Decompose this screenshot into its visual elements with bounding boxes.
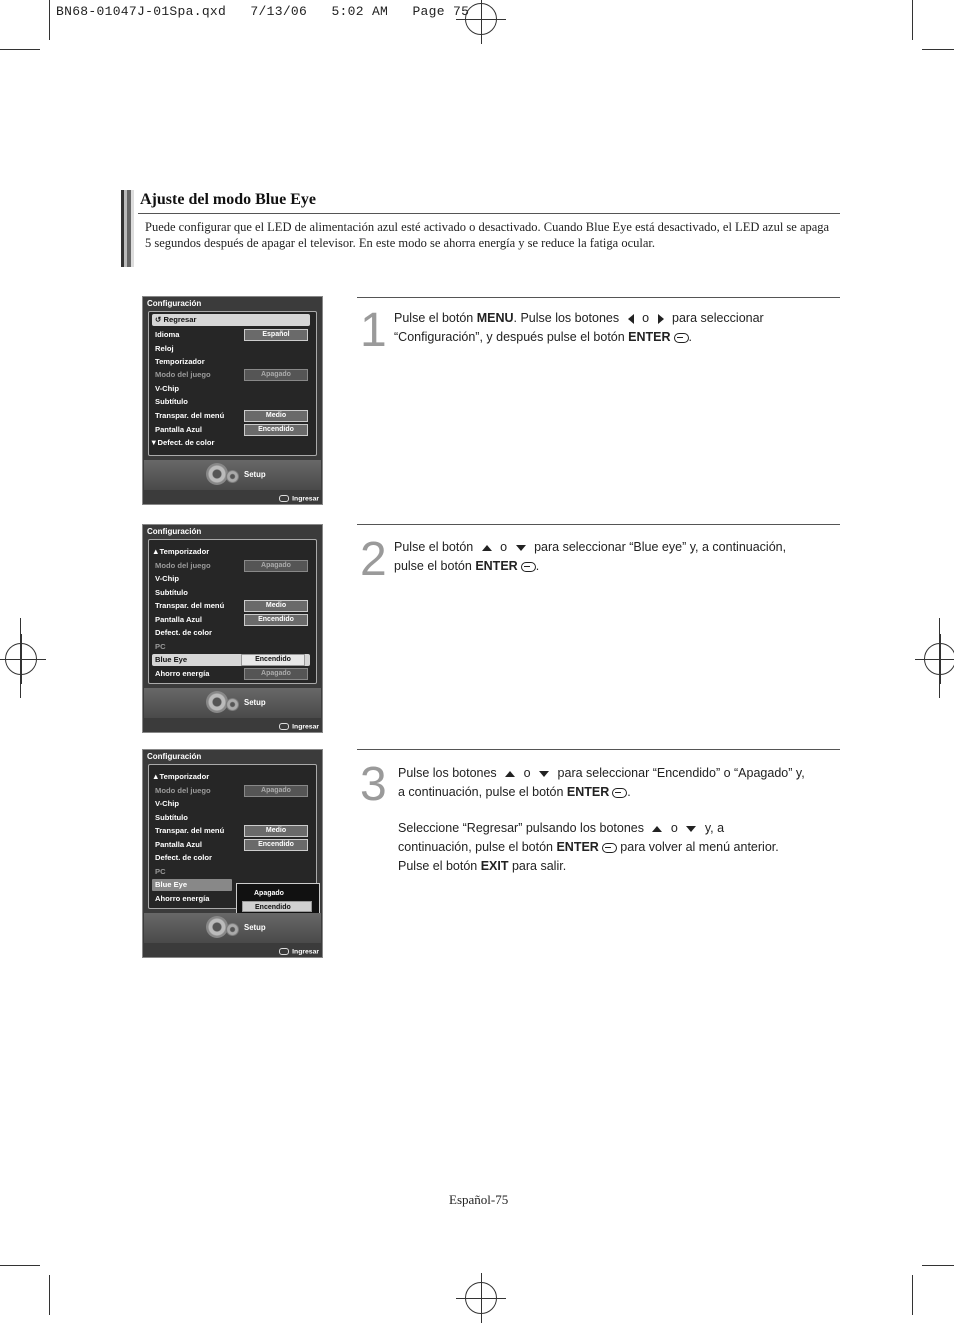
osd-row-value: Apagado [244, 369, 308, 381]
text: . [627, 785, 631, 799]
osd-row-label: Idioma [155, 330, 180, 339]
text: para seleccionar “Encendido” o “Apagado” y, [554, 766, 805, 780]
arrow-up-icon [505, 771, 515, 777]
enter-key: ENTER [566, 785, 610, 799]
enter-key: ENTER [556, 840, 599, 854]
text: . [688, 330, 693, 344]
text: . Pulse los botones [513, 311, 623, 325]
text: pulse el botón [394, 559, 476, 573]
osd-row-label: Modo del juego [155, 561, 211, 570]
blue-eye-options-popup [236, 883, 320, 917]
osd-row-modo-juego [155, 560, 310, 572]
osd-row-temporizador[interactable] [155, 356, 310, 368]
step-rule [357, 524, 840, 525]
osd-row-label: Subtítulo [155, 588, 188, 597]
osd-row-defect-color[interactable] [155, 627, 310, 639]
osd-row-value: Medio [244, 410, 308, 422]
crop-mark [0, 49, 40, 50]
osd-row-label: Pantalla Azul [155, 840, 202, 849]
osd-row-pc [155, 641, 310, 653]
osd-row-transpar[interactable] [155, 825, 310, 837]
osd-setup-band [144, 460, 321, 490]
arrow-right-icon [658, 314, 664, 324]
osd-panel-1 [142, 296, 323, 505]
crop-mark [0, 1265, 40, 1266]
text: Pulse el botón [398, 859, 481, 873]
osd-row-pantalla-azul[interactable] [155, 424, 310, 436]
osd-row-reloj[interactable] [155, 343, 310, 355]
osd-row-modo-juego [155, 785, 310, 797]
enter-icon [279, 495, 289, 502]
osd-row-label: Transpar. del menú [155, 826, 225, 835]
osd-row-pc [155, 866, 310, 878]
option-encendido[interactable]: Encendido [242, 901, 312, 912]
osd-row-label: Transpar. del menú [155, 601, 225, 610]
text: a continuación, pulse el botón [398, 785, 567, 799]
enter-icon [674, 333, 689, 343]
enter-icon [521, 562, 536, 572]
section-bar [121, 190, 134, 267]
step-rule [357, 749, 840, 750]
crop-mark [922, 49, 954, 50]
step-1-text [394, 309, 834, 347]
print-slug: BN68-01047J-01Spa.qxd 7/13/06 5:02 AM Page 75 [56, 4, 470, 19]
osd-header: Configuración [147, 752, 202, 761]
step-number: 1 [360, 304, 387, 357]
osd-row-label: Ahorro energía [155, 669, 210, 678]
text: continuación, pulse el botón [398, 840, 557, 854]
osd-menu-list [148, 539, 317, 684]
osd-row-label: V-Chip [155, 799, 180, 808]
osd-row-value: Apagado [244, 560, 308, 572]
step-rule [357, 297, 840, 298]
osd-row-label: Transpar. del menú [155, 411, 225, 420]
osd-row-subtitulo[interactable] [155, 587, 310, 599]
gear-icon [206, 691, 228, 713]
osd-row-label: ▲Temporizador [152, 772, 210, 781]
enter-icon [279, 948, 289, 955]
crop-mark [912, 0, 913, 40]
osd-row-label: Modo del juego [155, 786, 211, 795]
text: . [535, 559, 540, 573]
osd-menu-list [148, 764, 317, 909]
osd-footer [279, 495, 319, 502]
arrow-down-icon [686, 826, 696, 832]
osd-row-transpar[interactable] [155, 410, 310, 422]
gear-icon [226, 923, 239, 936]
osd-row-transpar[interactable] [155, 600, 310, 612]
crop-mark [49, 1275, 50, 1315]
text: o [667, 821, 682, 835]
arrow-left-icon [628, 314, 634, 324]
arrow-up-icon [652, 826, 662, 832]
osd-band-label: Setup [244, 923, 266, 932]
text: para seleccionar “Blue eye” y, a continuación, [530, 540, 787, 554]
osd-row-vchip[interactable] [155, 573, 310, 585]
osd-row-value: Español [244, 329, 308, 341]
osd-row-label: V-Chip [155, 384, 180, 393]
osd-row-value: Encendido [244, 839, 308, 851]
text: para salir. [508, 859, 567, 873]
crop-mark [939, 618, 940, 698]
osd-row-label: PC [155, 867, 166, 876]
osd-row-label: Blue Eye [155, 880, 188, 889]
enter-icon [612, 788, 627, 798]
text: para volver al menú anterior. [616, 840, 779, 854]
text: Pulse los botones [398, 766, 501, 780]
step-3-text [398, 764, 834, 802]
osd-row-value: Medio [244, 825, 308, 837]
menu-key: MENU [476, 311, 514, 325]
osd-row-defect-color[interactable] [155, 852, 310, 864]
crop-mark [49, 0, 50, 40]
osd-row-modo-juego [155, 369, 310, 381]
page-number: Español-75 [449, 1192, 509, 1207]
gear-icon [206, 463, 228, 485]
osd-band-label: Setup [244, 470, 266, 479]
text: Pulse el botón [394, 311, 477, 325]
osd-footer-label: Ingresar [292, 495, 319, 502]
text: y, a [701, 821, 725, 835]
osd-row-temporizador[interactable] [152, 771, 307, 783]
step-number: 2 [360, 533, 387, 586]
osd-row-value: Encendido [244, 424, 308, 436]
osd-row-label: Pantalla Azul [155, 425, 202, 434]
osd-row-value: Encendido [241, 654, 305, 666]
gear-icon [226, 470, 239, 483]
text: para seleccionar [668, 311, 764, 325]
osd-row-subtitulo[interactable] [155, 396, 310, 408]
osd-row-value: Encendido [244, 614, 308, 626]
text: Seleccione “Regresar” pulsando los botones [398, 821, 648, 835]
osd-header: Configuración [147, 299, 202, 308]
osd-row-label: ▼Defect. de color [150, 438, 215, 447]
osd-row-label: Temporizador [155, 357, 205, 366]
osd-setup-band [144, 688, 321, 718]
section-rule [138, 213, 840, 214]
text: o [520, 766, 535, 780]
section-title: Ajuste del modo Blue Eye [140, 191, 316, 208]
osd-row-label: Ahorro energía [155, 894, 210, 903]
enter-icon [602, 843, 617, 853]
arrow-down-icon [539, 771, 549, 777]
osd-row-value: Medio [244, 600, 308, 612]
osd-row-label: Pantalla Azul [155, 615, 202, 624]
step-number: 3 [360, 758, 387, 811]
text: Pulse el botón [394, 540, 477, 554]
osd-footer [279, 723, 319, 730]
osd-row-defect-color[interactable] [150, 437, 305, 449]
enter-key: ENTER [628, 330, 671, 344]
osd-footer [279, 948, 319, 955]
osd-row-blue-eye[interactable] [152, 654, 310, 666]
arrow-up-icon [482, 545, 492, 551]
registration-mark [465, 1282, 497, 1314]
osd-row-value: Apagado [244, 785, 308, 797]
enter-key: ENTER [475, 559, 518, 573]
text: o [638, 311, 653, 325]
osd-row-regresar[interactable] [152, 314, 310, 326]
step-2-text [394, 538, 834, 576]
crop-mark [20, 618, 21, 698]
osd-row-temporizador[interactable] [152, 546, 307, 558]
section-intro: Puede configurar que el LED de alimentación azul esté activado o desactivado. Cuando Blue Eye está desactivado, el LED azul se apaga 5 segundos después de apagar el televisor. En este modo se ahorra energía y se reduce la fatiga ocular. [145, 220, 830, 250]
registration-mark [465, 3, 497, 35]
osd-row-value: Apagado [244, 668, 308, 680]
osd-row-label: Regresar [163, 315, 197, 324]
arrow-down-icon [516, 545, 526, 551]
registration-mark [5, 643, 37, 675]
text: “Configuración”, y después pulse el botón [394, 330, 629, 344]
osd-panel-2 [142, 524, 323, 733]
exit-key: EXIT [480, 859, 509, 873]
osd-row-label: Subtítulo [155, 813, 188, 822]
osd-menu-list [148, 311, 317, 456]
enter-icon [279, 723, 289, 730]
osd-setup-band [144, 913, 321, 943]
osd-row-label: Defect. de color [155, 853, 212, 862]
osd-row-label: Modo del juego [155, 370, 211, 379]
osd-row-label: Reloj [155, 344, 174, 353]
osd-row-label: PC [155, 642, 166, 651]
osd-row-label: ▲Temporizador [152, 547, 210, 556]
osd-row-label: Defect. de color [155, 628, 212, 637]
gear-icon [206, 916, 228, 938]
osd-header: Configuración [147, 527, 202, 536]
osd-row-label: Subtítulo [155, 397, 188, 406]
step-3-note [398, 819, 834, 876]
osd-band-label: Setup [244, 698, 266, 707]
osd-row-vchip[interactable] [155, 383, 310, 395]
text: o [496, 540, 511, 554]
osd-row-label: V-Chip [155, 574, 180, 583]
osd-row-blue-eye[interactable] [152, 879, 232, 891]
option-apagado[interactable]: Apagado [254, 890, 284, 897]
osd-panel-3 [142, 749, 323, 958]
osd-row-ahorro[interactable] [155, 668, 310, 680]
osd-footer-label: Ingresar [292, 948, 319, 955]
return-icon-label: ↺ Regresar [155, 315, 197, 324]
gear-icon [226, 698, 239, 711]
crop-mark [912, 1275, 913, 1315]
osd-row-label: Blue Eye [155, 655, 188, 664]
osd-row-idioma[interactable] [155, 329, 310, 341]
osd-row-subtitulo[interactable] [155, 812, 310, 824]
osd-footer-label: Ingresar [292, 723, 319, 730]
osd-row-vchip[interactable] [155, 798, 310, 810]
osd-row-pantalla-azul[interactable] [155, 839, 310, 851]
crop-mark [922, 1265, 954, 1266]
osd-row-pantalla-azul[interactable] [155, 614, 310, 626]
